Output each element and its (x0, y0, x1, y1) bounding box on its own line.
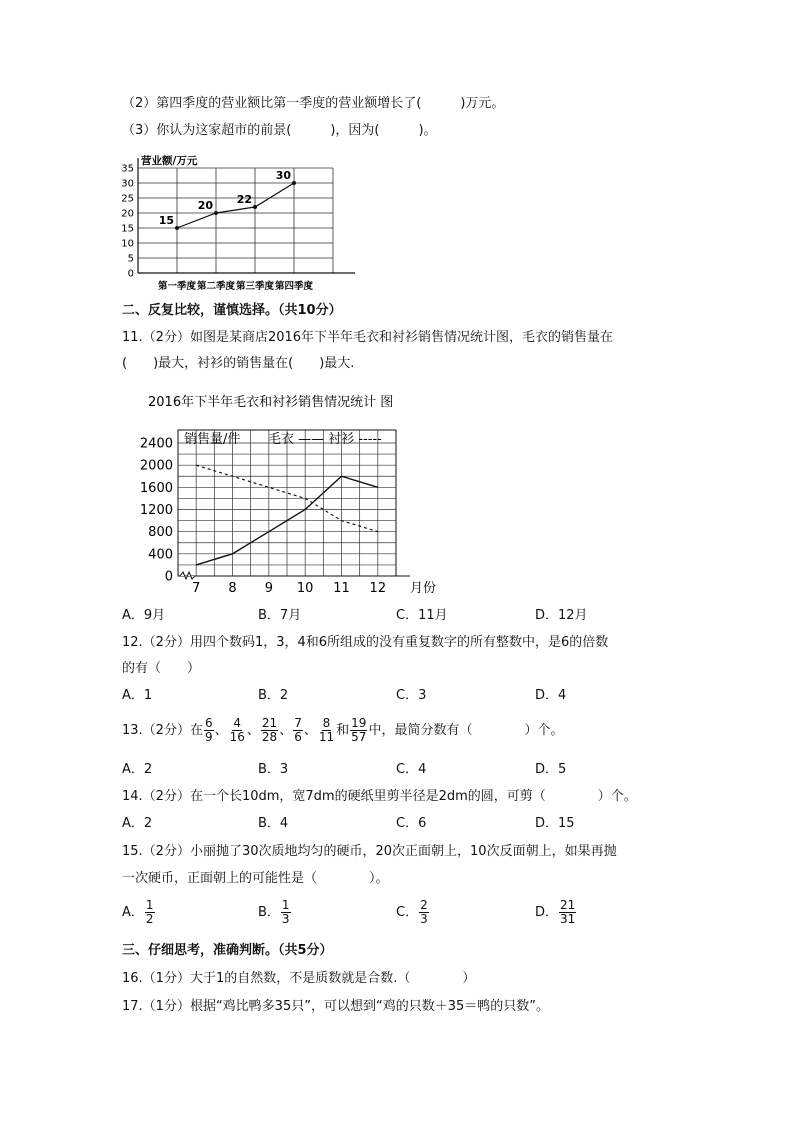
y-tick-label: 1600 (139, 480, 173, 496)
x-tick-label: 12 (369, 581, 387, 596)
q13-fraction-2: $\frac{4}{16}$ (229, 716, 245, 744)
y-tick-label: 0 (164, 569, 173, 585)
y-tick-label: 2000 (139, 458, 173, 474)
q11-line2: ( )最大，衬衫的销售量在( )最大. (122, 356, 355, 371)
y-tick-label: 20 (121, 208, 134, 220)
q12-option-b[interactable]: B．2 (258, 688, 289, 703)
data-label: 22 (236, 193, 252, 206)
q13-option-b[interactable]: B．3 (258, 762, 289, 777)
x-tick-label: 8 (228, 581, 237, 596)
q11-option-b[interactable]: B．7月 (258, 608, 302, 623)
sales-line-chart (139, 388, 448, 600)
q12-line2: 的有（ ） (122, 661, 201, 676)
data-point (214, 211, 218, 215)
q13-fraction-1: $\frac{6}{9}$ (204, 716, 213, 744)
q14-option-d[interactable]: D．15 (535, 816, 575, 831)
y-axis-label: 销售量/件 (184, 432, 241, 447)
x-axis-label: 月份 (410, 581, 437, 596)
section-2-title: 二、反复比较，谨慎选择。（共10分） (122, 303, 342, 318)
legend: 毛衣 —— 衬衫 ----- (268, 432, 382, 447)
y-tick-label: 2400 (139, 436, 173, 452)
y-tick-label: 10 (121, 238, 134, 250)
q11-line1: 11.（2分）如图是某商店2016年下半年毛衣和衬衫销售情况统计图，毛衣的销售量在 (122, 330, 614, 345)
q10-part3: （3）你认为这家超市的前景( )，因为( )。 (122, 123, 437, 138)
q17-line1: 17.（1分）根据“鸡比鸭多35只”，可以想到“鸡的只数＋35＝鸭的只数”。 (122, 999, 549, 1014)
data-point (253, 205, 257, 209)
q12-line1: 12.（2分）用四个数码1，3，4和6所组成的没有重复数字的所有整数中，是6的倍数 (122, 635, 609, 650)
q10-part2: （2）第四季度的营业额比第一季度的营业额增长了( )万元。 (122, 96, 505, 111)
q13-prefix: 13.（2分）在 (122, 723, 203, 738)
q14-option-a[interactable]: A．2 (122, 816, 153, 831)
y-axis-label: 营业额/万元 (141, 155, 198, 167)
data-label: 15 (158, 214, 174, 227)
x-tick-label: 7 (192, 581, 201, 596)
q11-option-c[interactable]: C．11月 (396, 608, 448, 623)
q13-option-d[interactable]: D．5 (535, 762, 567, 777)
revenue-line-chart (118, 150, 368, 295)
q13-fraction-3: $\frac{21}{28}$ (261, 716, 278, 744)
q14-line1: 14.（2分）在一个长10dm，宽7dm的硬纸里剪半径是2dm的圆，可剪（ ）个。 (122, 789, 637, 804)
q15-option-c[interactable]: C． $\frac{2}{3}$ (396, 898, 428, 926)
x-tick-label: 第三季度 (235, 281, 275, 292)
q13-fraction-5: $\frac{8}{11}$ (318, 716, 335, 744)
data-label: 20 (197, 199, 213, 212)
q15-line2: 一次硬币，正面朝上的可能性是（ ）。 (122, 871, 389, 886)
y-tick-label: 400 (148, 547, 173, 563)
q11-option-d[interactable]: D．12月 (535, 608, 588, 623)
data-label: 30 (275, 169, 291, 182)
q13-option-a[interactable]: A．2 (122, 762, 153, 777)
q15-option-a[interactable]: A． $\frac{1}{2}$ (122, 898, 154, 926)
x-tick-label: 9 (264, 581, 273, 596)
y-tick-label: 30 (121, 178, 134, 190)
y-tick-label: 1200 (139, 503, 173, 518)
q11-option-a[interactable]: A．9月 (122, 608, 166, 623)
y-tick-label: 15 (121, 223, 134, 235)
chart-title: 2016年下半年毛衣和衬衫销售情况统计 图 (148, 395, 394, 410)
q14-option-b[interactable]: B．4 (258, 816, 289, 831)
x-tick-label: 11 (333, 581, 350, 596)
q13-option-c[interactable]: C．4 (396, 762, 427, 777)
q15-option-d[interactable]: D． $\frac{21}{31}$ (535, 898, 576, 926)
data-point (175, 226, 179, 230)
y-tick-label: 5 (127, 253, 134, 265)
q12-option-d[interactable]: D．4 (535, 688, 567, 703)
y-tick-label: 800 (148, 525, 173, 541)
y-tick-label: 0 (127, 268, 134, 280)
data-point (292, 181, 296, 185)
section-3-title: 三、仔细思考，准确判断。（共5分） (122, 943, 333, 958)
x-tick-label: 第二季度 (196, 281, 236, 292)
y-tick-label: 35 (121, 163, 134, 175)
q15-line1: 15.（2分）小丽抛了30次质地均匀的硬币，20次正面朝上，10次反面朝上，如果再抛 (122, 844, 617, 859)
y-tick-label: 25 (121, 193, 134, 205)
x-tick-label: 10 (296, 581, 314, 596)
x-tick-label: 第四季度 (274, 281, 314, 292)
q12-option-c[interactable]: C．3 (396, 688, 427, 703)
q14-option-c[interactable]: C．6 (396, 816, 427, 831)
q12-option-a[interactable]: A．1 (122, 688, 153, 703)
q13-fraction-4: $\frac{7}{6}$ (294, 716, 302, 744)
q13-fraction-6: $\frac{19}{57}$ (351, 716, 367, 744)
q13-suffix: 中，最简分数有（ ）个。 (368, 723, 564, 738)
q16-line1: 16.（1分）大于1的自然数，不是质数就是合数.（ ） (122, 971, 476, 986)
revenue-series-line (177, 183, 294, 228)
q13-stem: 13.（2分）在 $\frac{6}{9}$ 、 $\frac{4}{16}$ 、 $\frac{21}{28}$ 、 $\frac{7}{6}$ 、 $\frac{8}{11}$ 和 $\frac{19}{57}$ 中，最简分数有（ ）个。 (122, 716, 564, 744)
x-tick-label: 第一季度 (157, 281, 197, 292)
q15-option-b[interactable]: B． $\frac{1}{3}$ (258, 898, 290, 926)
